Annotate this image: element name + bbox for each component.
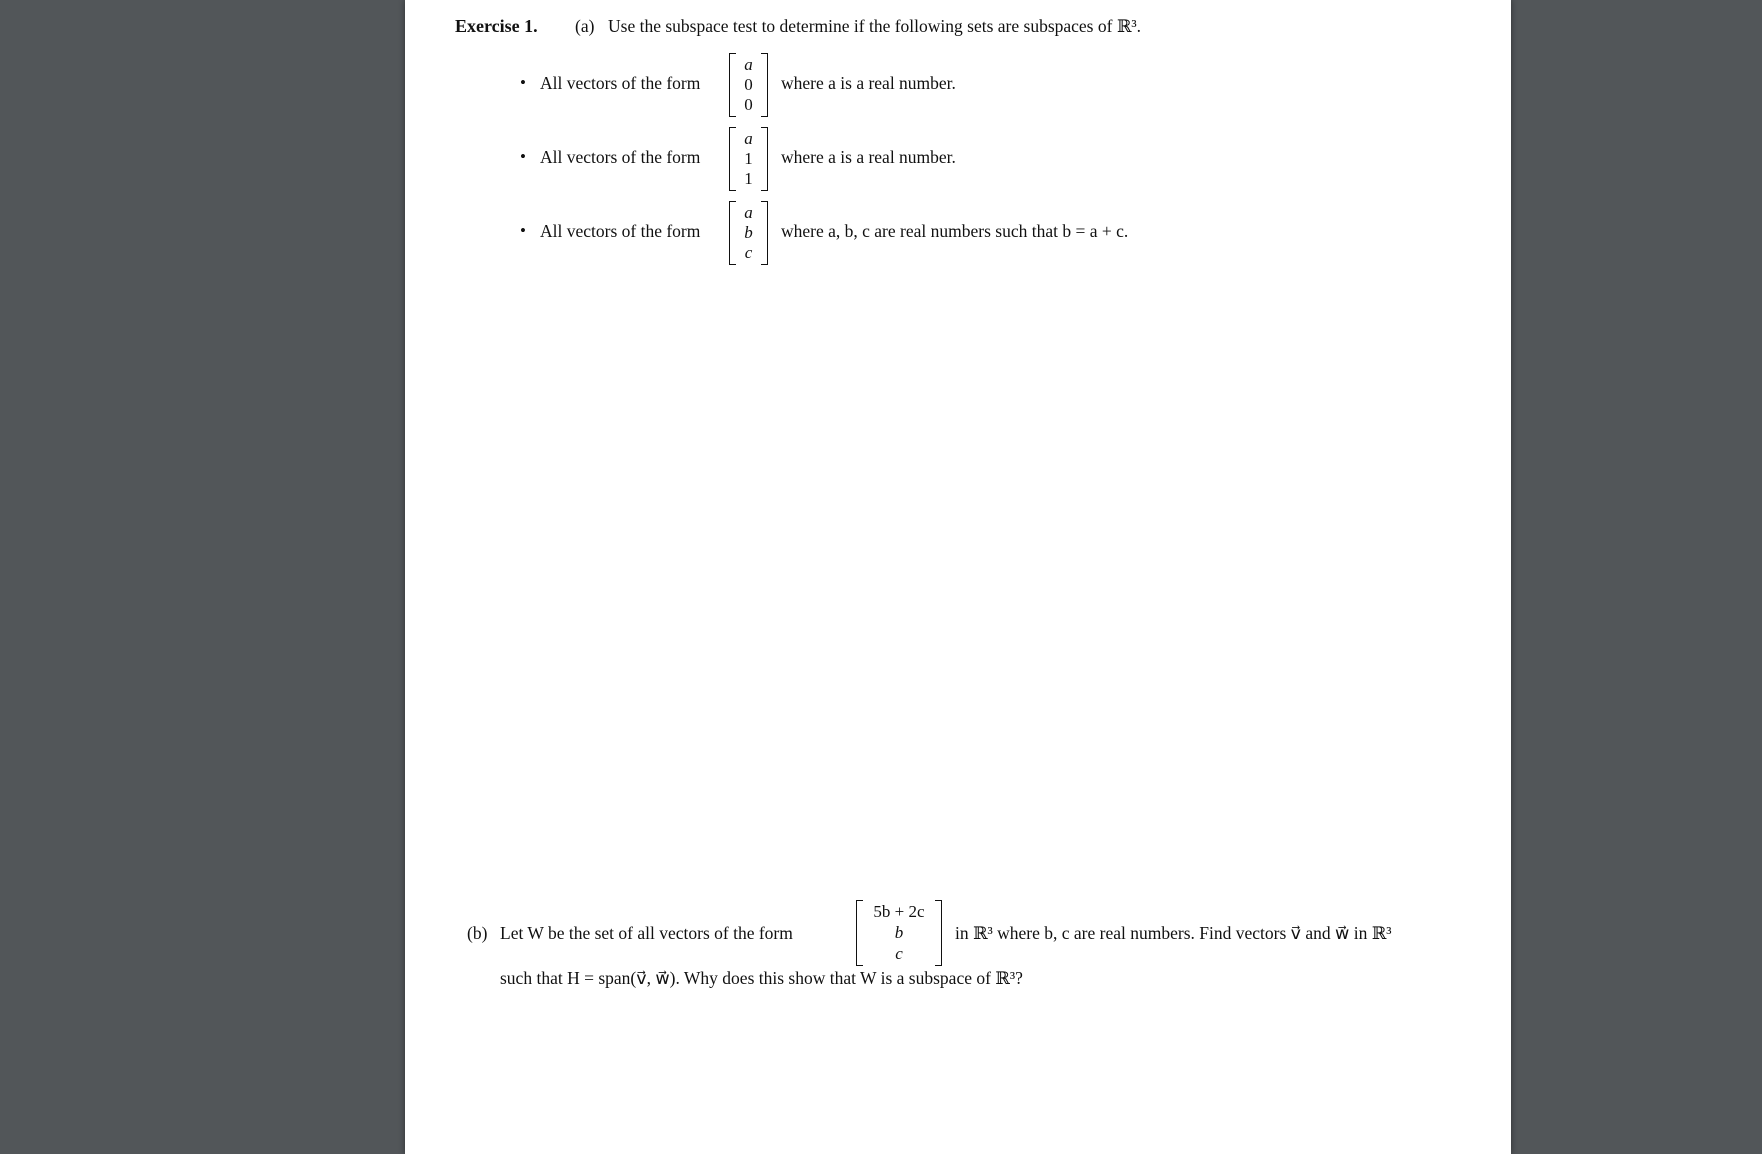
vector-b-entry-1: 5b + 2c <box>873 902 925 921</box>
part-a-label: (a) <box>575 16 595 36</box>
vector-1 <box>729 53 768 117</box>
vector-b-entry-2: b <box>894 923 904 942</box>
vector-1-entry-3: 0 <box>744 95 753 114</box>
vector-3-entry-3: c <box>744 243 753 262</box>
item-3-lead: All vectors of the form <box>540 221 701 241</box>
vector-3 <box>729 201 768 265</box>
part-b-line2: such that H = span(v⃗, w⃗). Why does this show that W is a subspace of ℝ³? <box>500 968 1023 988</box>
vector-b <box>856 900 942 966</box>
vector-b-entry-3: c <box>895 944 903 963</box>
item-3-condition: where a, b, c are real numbers such that b = a + c. <box>781 221 1129 241</box>
vector-3-entry-2: b <box>744 223 753 242</box>
vector-3-entry-1: a <box>744 203 753 222</box>
item-1-lead: All vectors of the form <box>540 73 701 93</box>
vector-1-entry-1: a <box>744 55 753 74</box>
item-2-lead: All vectors of the form <box>540 147 701 167</box>
part-b-label: (b) <box>467 923 488 943</box>
item-1-condition: where a is a real number. <box>781 73 956 93</box>
vector-2 <box>729 127 768 191</box>
bullet-2: • <box>520 147 526 166</box>
part-a-prompt: Use the subspace test to determine if the following sets are subspaces of ℝ³. <box>608 16 1141 36</box>
bullet-3: • <box>520 221 526 240</box>
vector-2-entry-1: a <box>744 129 753 148</box>
vector-1-entry-2: 0 <box>744 75 753 94</box>
bullet-1: • <box>520 73 526 92</box>
part-b-lead: Let W be the set of all vectors of the form <box>500 923 793 943</box>
part-b-tail: in ℝ³ where b, c are real numbers. Find vectors v⃗ and w⃗ in ℝ³ <box>955 923 1392 943</box>
exercise-title: Exercise 1. <box>455 16 538 36</box>
document-page <box>405 0 1511 1154</box>
item-2-condition: where a is a real number. <box>781 147 956 167</box>
vector-2-entry-3: 1 <box>744 169 753 188</box>
vector-2-entry-2: 1 <box>744 149 753 168</box>
